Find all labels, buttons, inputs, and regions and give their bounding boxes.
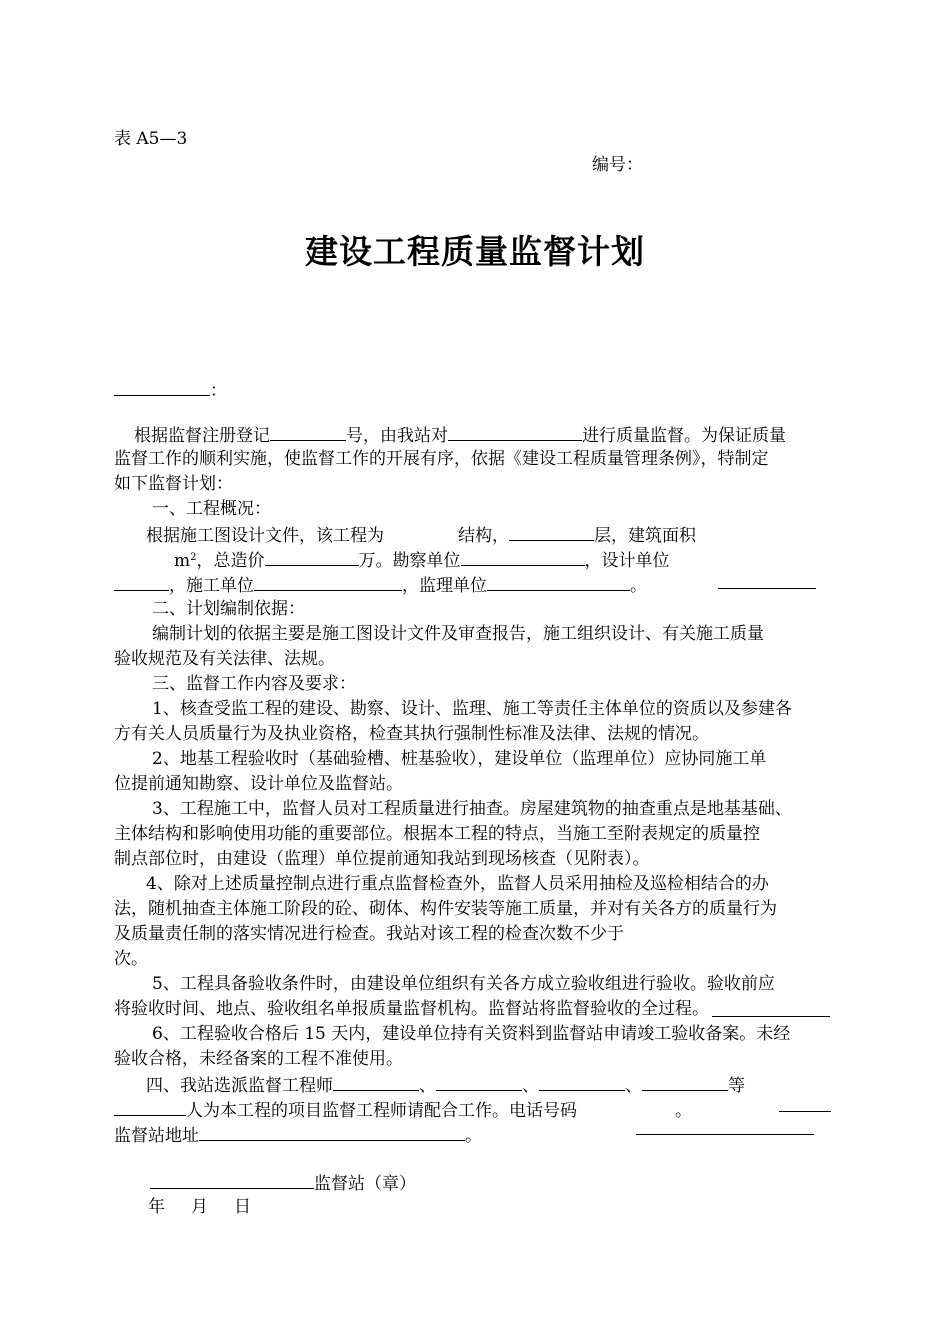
item-2-line-2: 位提前通知勘察、设计单位及监督站。 — [114, 774, 403, 794]
item-2-line-1: 2、地基工程验收时（基础验槽、桩基验收），建设单位（监理单位）应协同施工单 — [152, 749, 767, 769]
item-5-line-1: 5、工程具备验收条件时，由建设单位组织有关各方成立验收组进行验收。验收前应 — [152, 974, 775, 994]
cost-blank[interactable] — [265, 548, 359, 566]
design-unit-blank[interactable] — [114, 573, 169, 591]
intro-line-3: 如下监督计划： — [114, 474, 233, 494]
overview-line-2: $m^2$，总造价 万。勘察单位 ，设计单位 — [174, 548, 670, 572]
engineer-1-blank[interactable] — [333, 1073, 419, 1091]
form-code: 表 A5—3 — [114, 129, 188, 149]
section-2-heading: 二、计划编制依据： — [152, 599, 305, 619]
item-5-line-2: 将验收时间、地点、验收组名单报质量监督机构。监督站将监督验收的全过程。 — [114, 999, 709, 1019]
addressee-line: ： — [114, 378, 227, 402]
supervision-unit-blank[interactable] — [487, 573, 630, 591]
signature-line — [150, 1171, 416, 1195]
station-seal-label: 监督站（章） — [314, 1174, 416, 1194]
station-address-blank[interactable] — [199, 1123, 465, 1141]
overview-line-1: 根据施工图设计文件，该工程为 结构， 层，建筑面积 — [146, 523, 696, 547]
registration-number-blank[interactable] — [270, 423, 346, 441]
item-6-line-2: 验收合格，未经备案的工程不准使用。 — [114, 1049, 403, 1069]
item-1-line-1: 1、核查受监工程的建设、勘察、设计、监理、施工等责任主体单位的资质以及参建各 — [152, 699, 792, 719]
serial-number-label: 编号： — [592, 155, 643, 175]
addressee-blank[interactable] — [114, 378, 210, 396]
engineer-2-blank[interactable] — [436, 1073, 522, 1091]
section-3-heading: 三、监督工作内容及要求： — [152, 674, 356, 694]
engineer-count-blank[interactable] — [114, 1098, 186, 1116]
engineer-3-blank[interactable] — [539, 1073, 625, 1091]
stray-rule — [779, 1111, 831, 1112]
item-3-line-2: 主体结构和影响使用功能的重要部位。根据本工程的特点，当施工至附表规定的质量控 — [114, 824, 760, 844]
basis-line-1: 编制计划的依据主要是施工图设计文件及审查报告，施工组织设计、有关施工质量 — [152, 624, 764, 644]
floors-blank[interactable] — [509, 523, 594, 541]
year-label: 年 — [148, 1197, 165, 1217]
day-label: 日 — [234, 1197, 251, 1217]
month-label: 月 — [191, 1197, 208, 1217]
stray-rule — [636, 1134, 814, 1135]
section-4-line-2: 人为本工程的项目监督工程师请配合工作。电话号码 。 — [114, 1098, 692, 1122]
survey-unit-blank[interactable] — [461, 548, 585, 566]
overview-line-3: ，施工单位 ，监理单位 。 — [114, 573, 647, 597]
item-4-line-4: 次。 — [114, 949, 148, 969]
item-6-line-1: 6、工程验收合格后 15 天内，建设单位持有关资料到监督站申请竣工验收备案。未经 — [152, 1024, 791, 1044]
section-4-line-1: 四、我站选派监督工程师 、 、 、 等 — [146, 1073, 745, 1097]
intro-line-1: 根据监督注册登记 号，由我站对 进行质量监督。为保证质量 — [134, 423, 786, 447]
engineer-4-blank[interactable] — [642, 1073, 728, 1091]
document-title: 建设工程质量监督计划 — [305, 232, 645, 271]
item-4-line-2: 法，随机抽查主体施工阶段的砼、砌体、构件安装等施工质量，并对有关各方的质量行为 — [114, 899, 777, 919]
item-3-line-1: 3、工程施工中，监督人员对工程质量进行抽查。房屋建筑物的抽查重点是地基基础、 — [152, 799, 792, 819]
section-1-heading: 一、工程概况： — [152, 499, 271, 519]
stray-rule — [718, 588, 816, 589]
stray-rule — [712, 1016, 830, 1017]
basis-line-2: 验收规范及有关法律、法规。 — [114, 649, 335, 669]
station-name-blank[interactable] — [150, 1171, 314, 1189]
project-name-blank[interactable] — [448, 423, 582, 441]
construction-unit-blank[interactable] — [254, 573, 402, 591]
item-4-line-1: 4、除对上述质量控制点进行重点监督检查外，监督人员采用抽检及巡检相结合的办 — [146, 874, 769, 894]
section-4-line-3: 监督站地址 。 — [114, 1123, 482, 1147]
intro-line-2: 监督工作的顺利实施，使监督工作的开展有序，依据《建设工程质量管理条例》，特制定 — [114, 449, 769, 469]
date-line — [148, 1196, 251, 1218]
item-3-line-3: 制点部位时，由建设（监理）单位提前通知我站到现场核查（见附表）。 — [114, 849, 650, 869]
item-1-line-2: 方有关人员质量行为及执业资格，检查其执行强制性标准及法律、法规的情况。 — [114, 724, 709, 744]
item-4-line-3: 及质量责任制的落实情况进行检查。我站对该工程的检查次数不少于 — [114, 924, 624, 944]
